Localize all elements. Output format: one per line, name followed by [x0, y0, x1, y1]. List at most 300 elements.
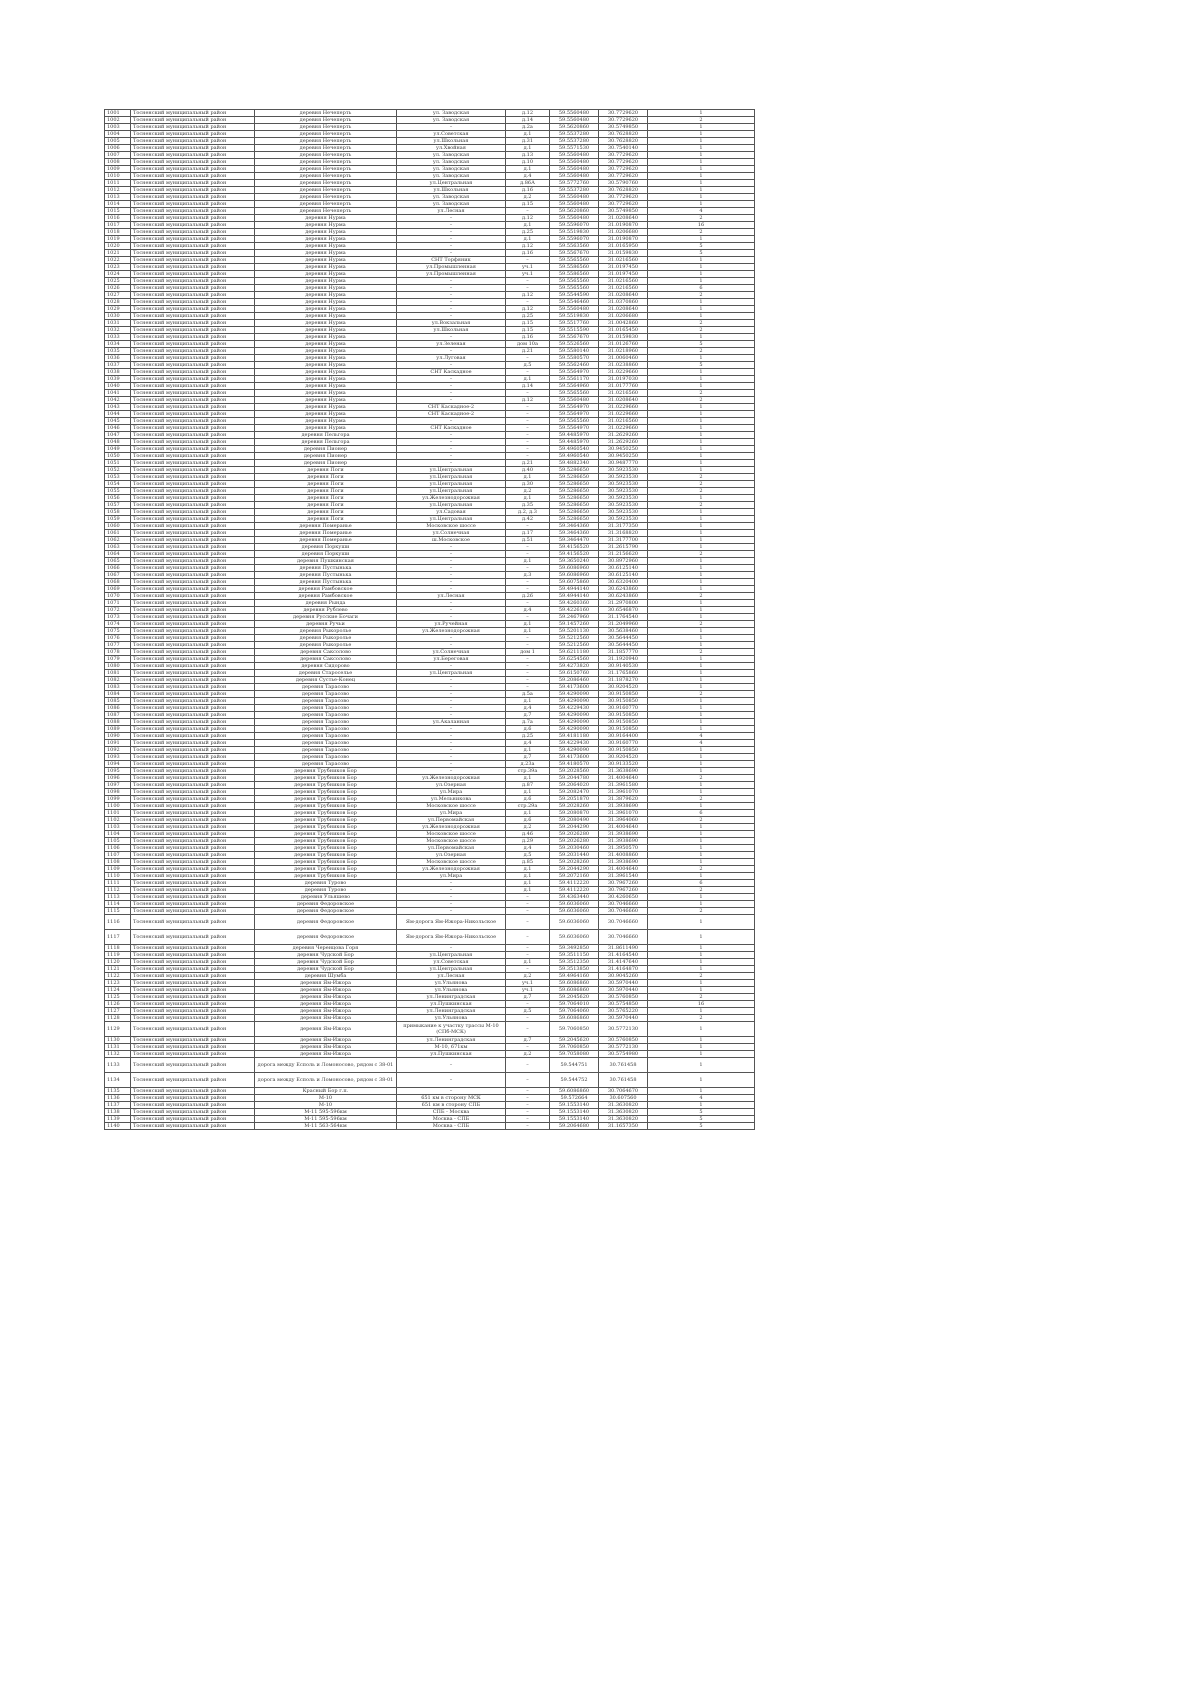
- district-cell: Тосненский муниципальный район: [131, 544, 255, 551]
- row-number: 1097: [105, 782, 131, 789]
- count-cell: 1: [648, 803, 755, 810]
- table-row: [105, 145, 755, 152]
- longitude-cell: 31.3177350: [599, 523, 648, 530]
- row-number: 1073: [105, 614, 131, 621]
- longitude-cell: 30.5644450: [599, 642, 648, 649]
- count-cell: 1: [648, 194, 755, 201]
- street-cell: ул.Ульянова: [397, 1015, 506, 1022]
- district-cell: Тосненский муниципальный район: [131, 579, 255, 586]
- house-cell: –: [506, 677, 550, 684]
- row-number: 1116: [105, 915, 131, 930]
- latitude-cell: 59.2026280: [550, 831, 599, 838]
- longitude-cell: 30.5754980: [599, 1051, 648, 1058]
- row-number: 1132: [105, 1051, 131, 1058]
- longitude-cell: 31.3938690: [599, 831, 648, 838]
- settlement-cell: деревня Поги: [255, 502, 397, 509]
- latitude-cell: 59.2030460: [550, 845, 599, 852]
- street-cell: ул. Заводская: [397, 173, 506, 180]
- table-row: [105, 1088, 755, 1095]
- row-number: 1079: [105, 656, 131, 663]
- settlement-cell: М-10: [255, 1102, 397, 1109]
- settlement-cell: деревня Пионер: [255, 460, 397, 467]
- settlement-cell: деревня Нечеперть: [255, 173, 397, 180]
- latitude-cell: 59.3512350: [550, 959, 599, 966]
- house-cell: –: [506, 411, 550, 418]
- house-cell: –: [506, 285, 550, 292]
- row-number: 1014: [105, 201, 131, 208]
- longitude-cell: 31.0165450: [599, 327, 648, 334]
- settlement-cell: дорога между Есполь и Ломоносово, рядом с 38-01: [255, 1073, 397, 1088]
- table-row: [105, 600, 755, 607]
- house-cell: д.4: [506, 705, 550, 712]
- latitude-cell: 59.3464360: [550, 530, 599, 537]
- row-number: 1020: [105, 243, 131, 250]
- house-cell: д.2: [506, 824, 550, 831]
- count-cell: 1: [648, 355, 755, 362]
- table-row: [105, 390, 755, 397]
- latitude-cell: 59.4290090: [550, 726, 599, 733]
- settlement-cell: деревня Нечеперть: [255, 166, 397, 173]
- house-cell: –: [506, 1015, 550, 1022]
- table-row: [105, 959, 755, 966]
- row-number: 1135: [105, 1088, 131, 1095]
- district-cell: Тосненский муниципальный район: [131, 166, 255, 173]
- count-cell: 2: [648, 348, 755, 355]
- table-row: [105, 152, 755, 159]
- table-row: [105, 733, 755, 740]
- row-number: 1101: [105, 810, 131, 817]
- table-row: [105, 215, 755, 222]
- street-cell: –: [397, 945, 506, 952]
- district-cell: Тосненский муниципальный район: [131, 124, 255, 131]
- house-cell: д.3: [506, 572, 550, 579]
- settlement-cell: деревня Саксолово: [255, 656, 397, 663]
- street-cell: –: [397, 453, 506, 460]
- street-cell: ул.Советская: [397, 131, 506, 138]
- count-cell: 1: [648, 467, 755, 474]
- table-row: [105, 509, 755, 516]
- count-cell: 5: [648, 341, 755, 348]
- house-cell: –: [506, 432, 550, 439]
- district-cell: Тосненский муниципальный район: [131, 404, 255, 411]
- table-row: [105, 973, 755, 980]
- row-number: 1051: [105, 460, 131, 467]
- settlement-cell: деревня Ям-Ижора: [255, 1001, 397, 1008]
- latitude-cell: 59.544751: [550, 1058, 599, 1073]
- settlement-cell: деревня Нурма: [255, 397, 397, 404]
- street-cell: Московское шоссе: [397, 838, 506, 845]
- house-cell: –: [506, 355, 550, 362]
- longitude-cell: 31.3938690: [599, 803, 648, 810]
- count-cell: 1: [648, 586, 755, 593]
- latitude-cell: 59.5537280: [550, 138, 599, 145]
- longitude-cell: 31.3950570: [599, 845, 648, 852]
- house-cell: д.13: [506, 152, 550, 159]
- count-cell: 1: [648, 1051, 755, 1058]
- settlement-cell: деревня Нурма: [255, 306, 397, 313]
- row-number: 1008: [105, 159, 131, 166]
- count-cell: 1: [648, 987, 755, 994]
- longitude-cell: 31.4004640: [599, 824, 648, 831]
- table-row: [105, 1008, 755, 1015]
- settlement-cell: деревня Нечеперть: [255, 110, 397, 117]
- settlement-cell: деревня Нурма: [255, 411, 397, 418]
- longitude-cell: 31.1878270: [599, 677, 648, 684]
- district-cell: Тосненский муниципальный район: [131, 229, 255, 236]
- street-cell: ул. Заводская: [397, 166, 506, 173]
- settlement-cell: деревня Федоровское: [255, 930, 397, 945]
- latitude-cell: 59.4944140: [550, 586, 599, 593]
- latitude-cell: 59.5286650: [550, 516, 599, 523]
- table-row: [105, 845, 755, 852]
- latitude-cell: 59.5515590: [550, 327, 599, 334]
- table-row: [105, 278, 755, 285]
- row-number: 1057: [105, 502, 131, 509]
- house-cell: д.4: [506, 173, 550, 180]
- row-number: 1093: [105, 754, 131, 761]
- row-number: 1045: [105, 418, 131, 425]
- row-number: 1012: [105, 187, 131, 194]
- longitude-cell: 30.6243860: [599, 586, 648, 593]
- latitude-cell: 59.5562460: [550, 362, 599, 369]
- table-row: [105, 915, 755, 930]
- district-cell: Тосненский муниципальный район: [131, 425, 255, 432]
- table-row: [105, 621, 755, 628]
- row-number: 1098: [105, 789, 131, 796]
- settlement-cell: деревня Нурма: [255, 250, 397, 257]
- district-cell: Тосненский муниципальный район: [131, 327, 255, 334]
- street-cell: –: [397, 887, 506, 894]
- registry-table-body: [105, 110, 755, 1130]
- house-cell: д.16: [506, 250, 550, 257]
- house-cell: д.12: [506, 292, 550, 299]
- district-cell: Тосненский муниципальный район: [131, 705, 255, 712]
- street-cell: –: [397, 579, 506, 586]
- latitude-cell: 59.5286650: [550, 488, 599, 495]
- house-cell: д.23а: [506, 761, 550, 768]
- count-cell: 1: [648, 376, 755, 383]
- street-cell: СНТ Каскадное: [397, 425, 506, 432]
- count-cell: 1: [648, 1008, 755, 1015]
- count-cell: 1: [648, 966, 755, 973]
- house-cell: д.29: [506, 838, 550, 845]
- latitude-cell: 59.5567670: [550, 250, 599, 257]
- house-cell: –: [506, 945, 550, 952]
- row-number: 1122: [105, 973, 131, 980]
- table-row: [105, 740, 755, 747]
- district-cell: Тосненский муниципальный район: [131, 866, 255, 873]
- street-cell: Москва - СПБ: [397, 1116, 506, 1123]
- longitude-cell: 30.7729620: [599, 201, 648, 208]
- house-cell: дом 10а: [506, 341, 550, 348]
- longitude-cell: 30.9164400: [599, 733, 648, 740]
- street-cell: ул.Ульянова: [397, 987, 506, 994]
- longitude-cell: 30.5644450: [599, 635, 648, 642]
- latitude-cell: 59.7064010: [550, 1001, 599, 1008]
- latitude-cell: 59.2044290: [550, 824, 599, 831]
- district-cell: Тосненский муниципальный район: [131, 145, 255, 152]
- settlement-cell: деревня Трубников Бор: [255, 866, 397, 873]
- street-cell: –: [397, 894, 506, 901]
- row-number: 1120: [105, 959, 131, 966]
- row-number: 1126: [105, 1001, 131, 1008]
- settlement-cell: деревня Ям-Ижора: [255, 980, 397, 987]
- district-cell: Тосненский муниципальный район: [131, 411, 255, 418]
- table-row: [105, 831, 755, 838]
- table-row: [105, 952, 755, 959]
- count-cell: 1: [648, 404, 755, 411]
- table-row: [105, 558, 755, 565]
- longitude-cell: 31.3961070: [599, 810, 648, 817]
- latitude-cell: 59.4156520: [550, 544, 599, 551]
- row-number: 1124: [105, 987, 131, 994]
- house-cell: –: [506, 1058, 550, 1073]
- district-cell: Тосненский муниципальный район: [131, 966, 255, 973]
- latitude-cell: 59.5596070: [550, 222, 599, 229]
- table-row: [105, 980, 755, 987]
- settlement-cell: деревня Тарасово: [255, 747, 397, 754]
- row-number: 1083: [105, 684, 131, 691]
- row-number: 1017: [105, 222, 131, 229]
- street-cell: –: [397, 432, 506, 439]
- house-cell: уч.1: [506, 980, 550, 987]
- settlement-cell: деревня Рамбовское: [255, 593, 397, 600]
- house-cell: д.21: [506, 460, 550, 467]
- house-cell: д.5: [506, 852, 550, 859]
- street-cell: ул.Центральная: [397, 474, 506, 481]
- count-cell: 6: [648, 285, 755, 292]
- house-cell: –: [506, 966, 550, 973]
- row-number: 1114: [105, 901, 131, 908]
- house-cell: д.2: [506, 973, 550, 980]
- latitude-cell: 59.6086860: [550, 1088, 599, 1095]
- street-cell: ул.Пушкинская: [397, 1001, 506, 1008]
- count-cell: 1: [648, 124, 755, 131]
- settlement-cell: М-11 595-596км: [255, 1116, 397, 1123]
- table-row: [105, 404, 755, 411]
- count-cell: 1: [648, 544, 755, 551]
- latitude-cell: 59.5519830: [550, 229, 599, 236]
- settlement-cell: деревня Тарасово: [255, 761, 397, 768]
- latitude-cell: 59.4485970: [550, 439, 599, 446]
- latitude-cell: 59.6036060: [550, 908, 599, 915]
- longitude-cell: 31.0216560: [599, 278, 648, 285]
- street-cell: ул.Акаланная: [397, 719, 506, 726]
- settlement-cell: деревня Чудской Бор: [255, 952, 397, 959]
- row-number: 1129: [105, 1022, 131, 1037]
- street-cell: –: [397, 705, 506, 712]
- table-row: [105, 397, 755, 404]
- row-number: 1010: [105, 173, 131, 180]
- latitude-cell: 59.3650240: [550, 558, 599, 565]
- settlement-cell: деревня Нечеперть: [255, 180, 397, 187]
- count-cell: 1: [648, 600, 755, 607]
- settlement-cell: деревня Поги: [255, 516, 397, 523]
- street-cell: ул.Мельникова: [397, 796, 506, 803]
- street-cell: ул. Заводская: [397, 152, 506, 159]
- street-cell: ул.Лесная: [397, 208, 506, 215]
- row-number: 1038: [105, 369, 131, 376]
- longitude-cell: 30.607560: [599, 1095, 648, 1102]
- settlement-cell: деревня Трубников Бор: [255, 831, 397, 838]
- row-number: 1042: [105, 397, 131, 404]
- longitude-cell: 31.1764540: [599, 614, 648, 621]
- latitude-cell: 59.5560480: [550, 152, 599, 159]
- house-cell: д.1: [506, 887, 550, 894]
- table-row: [105, 719, 755, 726]
- row-number: 1062: [105, 537, 131, 544]
- street-cell: ул. Заводская: [397, 159, 506, 166]
- longitude-cell: 31.2156620: [599, 551, 648, 558]
- row-number: 1007: [105, 152, 131, 159]
- house-cell: –: [506, 1073, 550, 1088]
- street-cell: СПБ - Москва: [397, 1109, 506, 1116]
- settlement-cell: деревня Рублево: [255, 607, 397, 614]
- settlement-cell: деревня Рында: [255, 600, 397, 607]
- latitude-cell: 59.1457260: [550, 621, 599, 628]
- street-cell: Ям-дорога Ям-Ижора-Никольское: [397, 915, 506, 930]
- row-number: 1002: [105, 117, 131, 124]
- count-cell: 1: [648, 635, 755, 642]
- table-row: [105, 432, 755, 439]
- count-cell: 1: [648, 1102, 755, 1109]
- street-cell: ул.Ленинградская: [397, 994, 506, 1001]
- row-number: 1117: [105, 930, 131, 945]
- street-cell: –: [397, 1088, 506, 1095]
- district-cell: Тосненский муниципальный район: [131, 810, 255, 817]
- row-number: 1082: [105, 677, 131, 684]
- district-cell: Тосненский муниципальный район: [131, 558, 255, 565]
- settlement-cell: деревня Померанье: [255, 530, 397, 537]
- count-cell: 1: [648, 572, 755, 579]
- table-row: [105, 222, 755, 229]
- longitude-cell: 31.4164870: [599, 966, 648, 973]
- house-cell: д.10: [506, 159, 550, 166]
- street-cell: Москва - СПБ: [397, 1123, 506, 1130]
- settlement-cell: деревня Пушкинская: [255, 558, 397, 565]
- house-cell: –: [506, 439, 550, 446]
- count-cell: 1: [648, 747, 755, 754]
- house-cell: д.1: [506, 873, 550, 880]
- table-row: [105, 474, 755, 481]
- street-cell: Московское шоссе: [397, 859, 506, 866]
- latitude-cell: 59.4181180: [550, 733, 599, 740]
- settlement-cell: деревня Нурма: [255, 264, 397, 271]
- latitude-cell: 59.3492850: [550, 945, 599, 952]
- latitude-cell: 59.5563560: [550, 243, 599, 250]
- table-row: [105, 551, 755, 558]
- count-cell: 1: [648, 894, 755, 901]
- district-cell: Тосненский муниципальный район: [131, 628, 255, 635]
- latitude-cell: 59.5544590: [550, 292, 599, 299]
- longitude-cell: 31.4004640: [599, 775, 648, 782]
- count-cell: 1: [648, 754, 755, 761]
- latitude-cell: 59.4363440: [550, 894, 599, 901]
- street-cell: ул.Центральная: [397, 180, 506, 187]
- house-cell: д.2: [506, 488, 550, 495]
- count-cell: 2: [648, 481, 755, 488]
- table-row: [105, 1001, 755, 1008]
- longitude-cell: 30.5970440: [599, 1015, 648, 1022]
- street-cell: –: [397, 761, 506, 768]
- house-cell: д.42: [506, 516, 550, 523]
- settlement-cell: деревня Нурма: [255, 229, 397, 236]
- street-cell: –: [397, 397, 506, 404]
- settlement-cell: деревня Поги: [255, 509, 397, 516]
- table-row: [105, 572, 755, 579]
- settlement-cell: деревня Нурма: [255, 278, 397, 285]
- table-row: [105, 782, 755, 789]
- settlement-cell: деревня Трубников Бор: [255, 873, 397, 880]
- settlement-cell: деревня Рыкоролье: [255, 635, 397, 642]
- count-cell: 1: [648, 173, 755, 180]
- count-cell: 1: [648, 761, 755, 768]
- house-cell: д.1: [506, 131, 550, 138]
- settlement-cell: деревня Нурма: [255, 320, 397, 327]
- row-number: 1024: [105, 271, 131, 278]
- count-cell: 1: [648, 1022, 755, 1037]
- street-cell: ул.Солнечная: [397, 649, 506, 656]
- house-cell: –: [506, 390, 550, 397]
- table-row: [105, 698, 755, 705]
- table-row: [105, 1095, 755, 1102]
- row-number: 1112: [105, 887, 131, 894]
- district-cell: Тосненский муниципальный район: [131, 1109, 255, 1116]
- row-number: 1134: [105, 1073, 131, 1088]
- street-cell: –: [397, 460, 506, 467]
- house-cell: –: [506, 208, 550, 215]
- latitude-cell: 59.1553140: [550, 1116, 599, 1123]
- table-row: [105, 523, 755, 530]
- count-cell: 2: [648, 973, 755, 980]
- settlement-cell: деревня Рамбовское: [255, 586, 397, 593]
- row-number: 1069: [105, 586, 131, 593]
- row-number: 1009: [105, 166, 131, 173]
- house-cell: –: [506, 278, 550, 285]
- latitude-cell: 59.5560480: [550, 166, 599, 173]
- longitude-cell: 31.0218960: [599, 348, 648, 355]
- table-row: [105, 327, 755, 334]
- district-cell: Тосненский муниципальный район: [131, 945, 255, 952]
- longitude-cell: 31.1765860: [599, 670, 648, 677]
- row-number: 1105: [105, 838, 131, 845]
- settlement-cell: деревня Нурма: [255, 390, 397, 397]
- district-cell: Тосненский муниципальный район: [131, 348, 255, 355]
- latitude-cell: 59.5564970: [550, 425, 599, 432]
- district-cell: Тосненский муниципальный район: [131, 215, 255, 222]
- latitude-cell: 59.3464360: [550, 523, 599, 530]
- count-cell: 2: [648, 649, 755, 656]
- district-cell: Тосненский муниципальный район: [131, 299, 255, 306]
- street-cell: ул.Железнодорожная: [397, 628, 506, 635]
- settlement-cell: деревня Пельгора: [255, 432, 397, 439]
- row-number: 1066: [105, 565, 131, 572]
- house-cell: д.12: [506, 215, 550, 222]
- settlement-cell: деревня Трубников Бор: [255, 810, 397, 817]
- house-cell: –: [506, 446, 550, 453]
- street-cell: –: [397, 362, 506, 369]
- street-cell: ул.Мира: [397, 810, 506, 817]
- latitude-cell: 59.6086960: [550, 572, 599, 579]
- table-row: [105, 747, 755, 754]
- house-cell: –: [506, 908, 550, 915]
- district-cell: Тосненский муниципальный район: [131, 187, 255, 194]
- longitude-cell: 31.0159830: [599, 334, 648, 341]
- street-cell: –: [397, 439, 506, 446]
- count-cell: 5: [648, 250, 755, 257]
- settlement-cell: деревня Тарасово: [255, 705, 397, 712]
- row-number: 1096: [105, 775, 131, 782]
